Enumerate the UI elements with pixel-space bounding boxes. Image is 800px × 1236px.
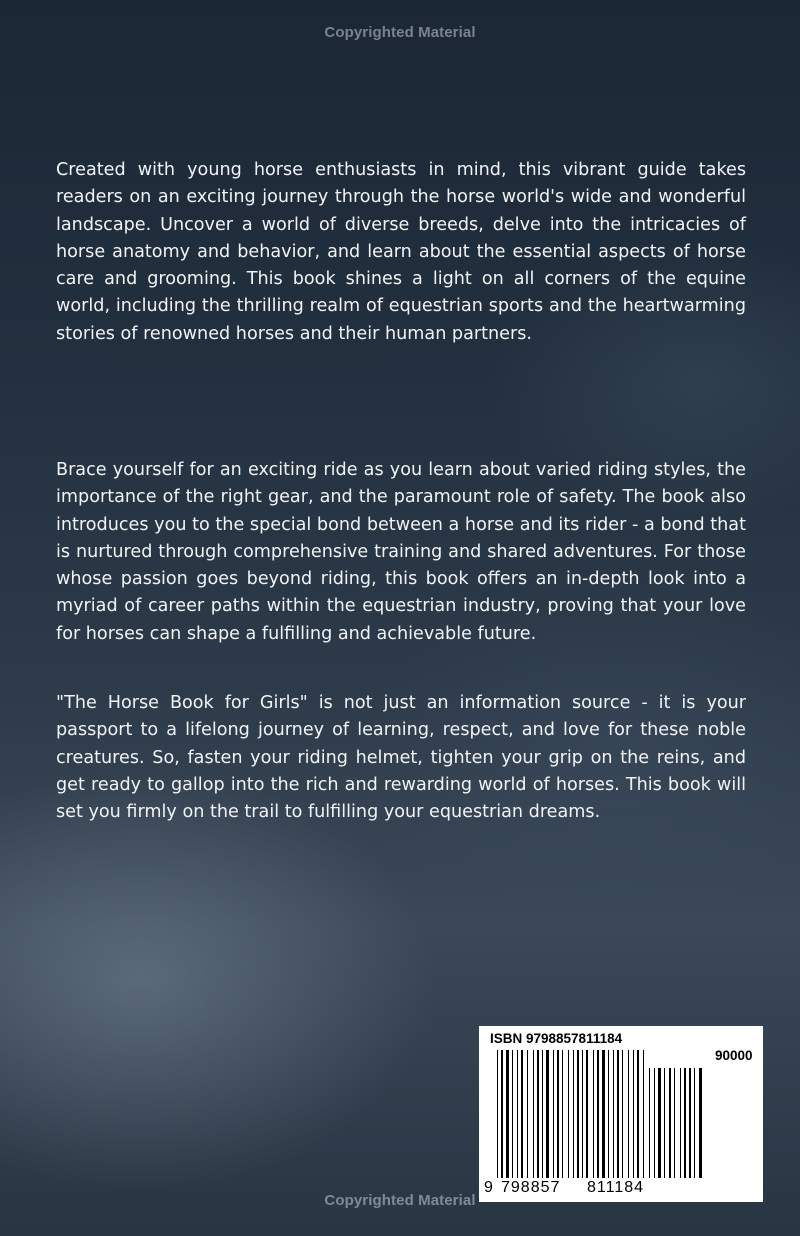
barcode-graphic: [479, 1026, 763, 1202]
barcode-digits-right: 811184: [587, 1179, 645, 1196]
description-paragraph-3: "The Horse Book for Girls" is not just an information source - it is your passport to a lifelong journey of learning, respect, and love for these noble creatures. So, fasten your riding helmet, tighten your grip on the reins, and get ready to gallop into the rich and rewarding world of horses. This book will set you firmly on the trail to fulfilling your equestrian dreams.: [56, 693, 746, 823]
isbn-label: ISBN 9798857811184: [490, 1031, 623, 1046]
description-paragraph-1: Created with young horse enthusiasts in mind, this vibrant guide takes readers on an exciting journey through the horse world's wide and wonderful landscape. Uncover a world of diverse breeds, delve into the intricacies of horse anatomy and behavior, and learn about the essential aspects of horse care and grooming. This book shines a light on all corners of the equine world, including the thrilling realm of equestrian sports and the heartwarming stories of renowned horses and their human partners.: [56, 160, 746, 344]
barcode-digits-left: 798857: [501, 1179, 561, 1196]
barcode-digit-first: 9: [484, 1179, 494, 1196]
price-code: 90000: [715, 1048, 753, 1063]
copyright-watermark-top: Copyrighted Material: [324, 24, 476, 41]
copyright-watermark-bottom: Copyrighted Material: [324, 1192, 476, 1209]
isbn-barcode-panel: [479, 1026, 763, 1202]
description-paragraph-2: Brace yourself for an exciting ride as you learn about varied riding styles, the importance of the right gear, and the paramount role of safety. The book also introduces you to the special bond between a horse and its rider - a bond that is nurtured through comprehensive training and shared adventures. For those whose passion goes beyond riding, this book offers an in-depth look into a myriad of career paths within the equestrian industry, proving that your love for horses can shape a fulfilling and achievable future.: [56, 460, 746, 644]
